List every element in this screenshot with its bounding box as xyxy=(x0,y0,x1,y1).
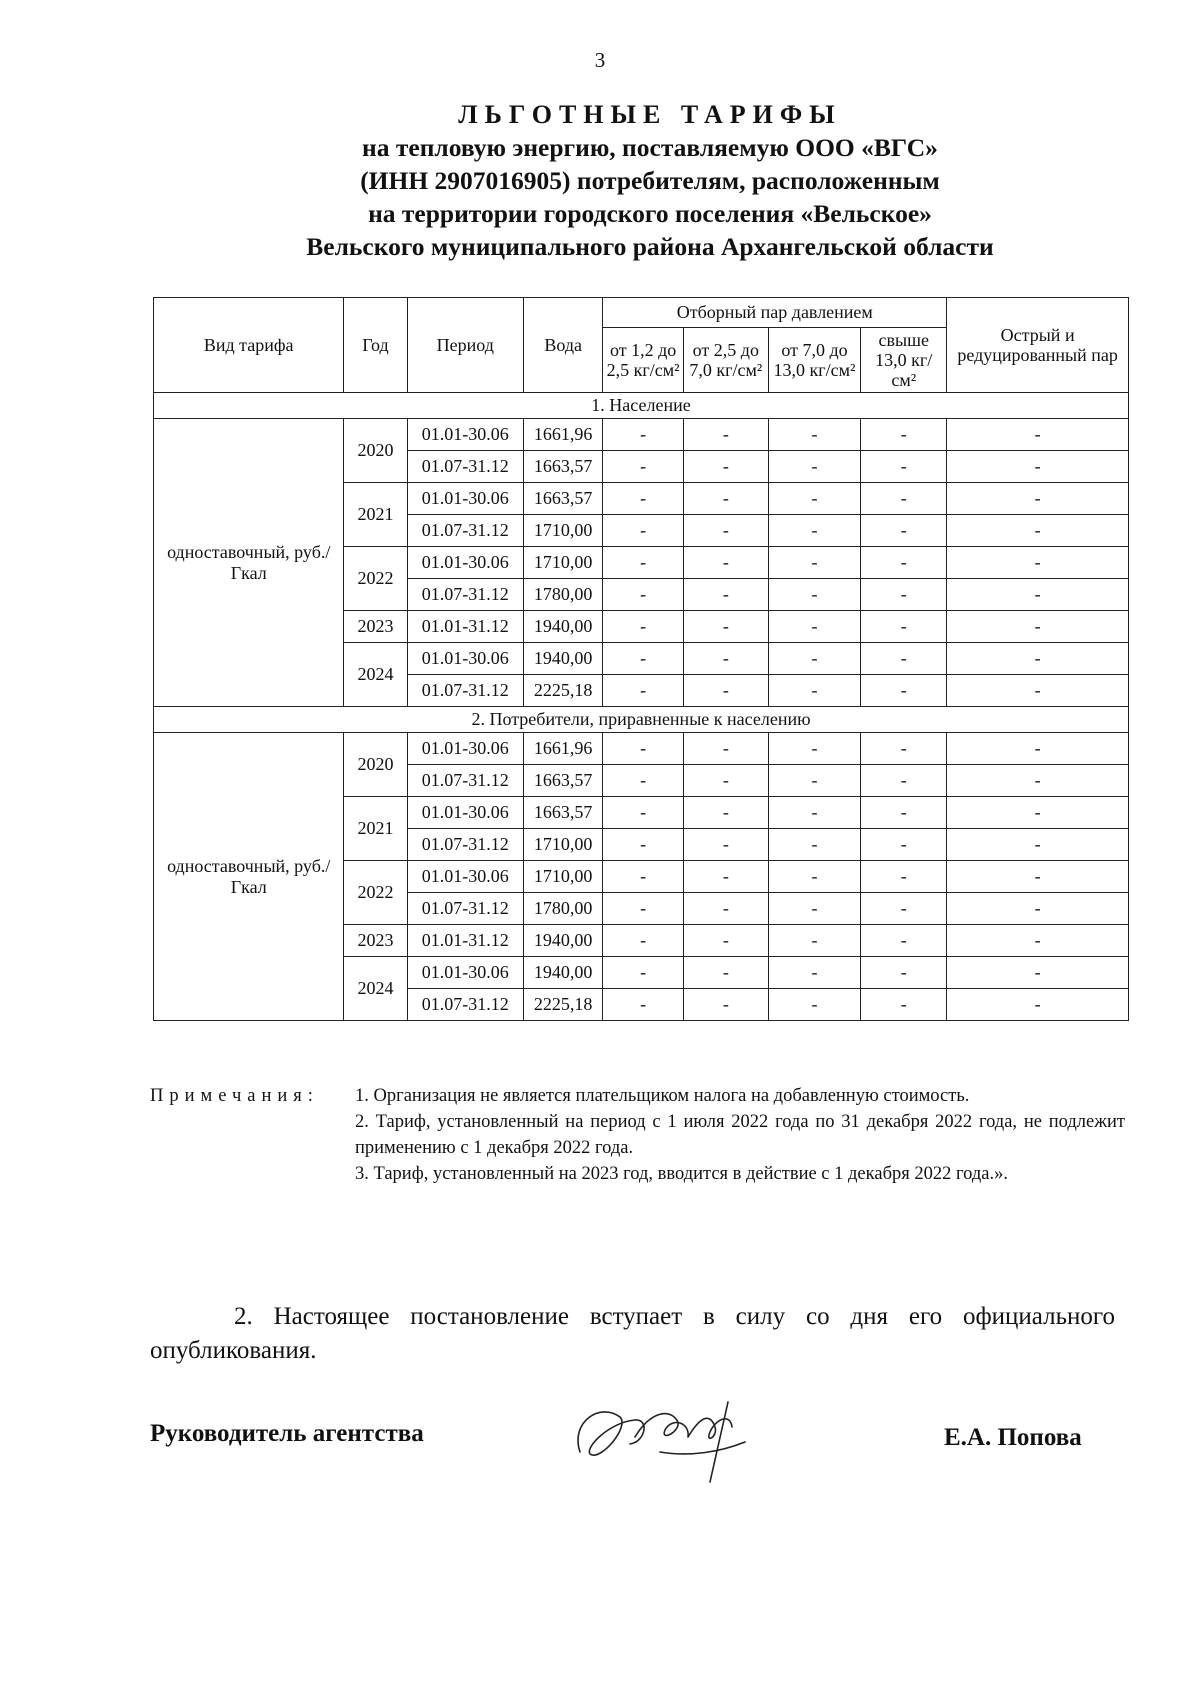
steam-3-cell: - xyxy=(768,765,860,797)
steam-3-cell: - xyxy=(768,861,860,893)
header-steam-3: от 7,0 до 13,0 кг/см² xyxy=(768,327,860,392)
title-line-3: на территории городского поселения «Вельское» xyxy=(368,199,932,228)
steam-4-cell: - xyxy=(861,547,947,579)
steam-2-cell: - xyxy=(683,515,768,547)
tariff-table xyxy=(153,297,1129,1021)
steam-2-cell: - xyxy=(683,989,768,1021)
note-item: 3. Тариф, установленный на 2023 год, вводится в действие с 1 декабря 2022 года.». xyxy=(355,1164,1008,1184)
steam-1-cell: - xyxy=(603,829,684,861)
year-cell: 2020 xyxy=(344,419,407,483)
water-cell: 1710,00 xyxy=(523,861,602,893)
steam-4-cell: - xyxy=(861,861,947,893)
handwritten-signature xyxy=(560,1382,760,1492)
steam-4-cell: - xyxy=(861,451,947,483)
sharp-steam-cell: - xyxy=(947,643,1129,675)
header-tariff-type: Вид тарифа xyxy=(154,298,344,393)
water-cell: 1940,00 xyxy=(523,643,602,675)
water-cell: 1661,96 xyxy=(523,419,602,451)
steam-3-cell: - xyxy=(768,957,860,989)
steam-2-cell: - xyxy=(683,451,768,483)
sharp-steam-cell: - xyxy=(947,733,1129,765)
water-cell: 1663,57 xyxy=(523,765,602,797)
steam-3-cell: - xyxy=(768,893,860,925)
steam-3-cell: - xyxy=(768,611,860,643)
steam-1-cell: - xyxy=(603,733,684,765)
header-steam-group: Отборный пар давлением xyxy=(603,298,947,328)
year-cell: 2021 xyxy=(344,483,407,547)
sharp-steam-cell: - xyxy=(947,451,1129,483)
sharp-steam-cell: - xyxy=(947,675,1129,707)
water-cell: 1710,00 xyxy=(523,829,602,861)
sharp-steam-cell: - xyxy=(947,579,1129,611)
steam-3-cell: - xyxy=(768,989,860,1021)
steam-3-cell: - xyxy=(768,733,860,765)
water-cell: 1663,57 xyxy=(523,797,602,829)
period-cell: 01.07-31.12 xyxy=(407,829,523,861)
steam-1-cell: - xyxy=(603,989,684,1021)
steam-2-cell: - xyxy=(683,675,768,707)
steam-3-cell: - xyxy=(768,579,860,611)
title-line-4: Вельского муниципального района Архангельской области xyxy=(306,232,994,261)
steam-2-cell: - xyxy=(683,893,768,925)
sharp-steam-cell: - xyxy=(947,797,1129,829)
steam-3-cell: - xyxy=(768,925,860,957)
sharp-steam-cell: - xyxy=(947,893,1129,925)
steam-1-cell: - xyxy=(603,579,684,611)
period-cell: 01.07-31.12 xyxy=(407,893,523,925)
header-steam-1: от 1,2 до 2,5 кг/см² xyxy=(603,327,684,392)
period-cell: 01.01-30.06 xyxy=(407,547,523,579)
steam-4-cell: - xyxy=(861,643,947,675)
steam-3-cell: - xyxy=(768,547,860,579)
steam-3-cell: - xyxy=(768,515,860,547)
clause-paragraph: 2. Настоящее постановление вступает в силу со дня его официального опубликования. xyxy=(150,1303,1115,1364)
steam-1-cell: - xyxy=(603,483,684,515)
steam-2-cell: - xyxy=(683,419,768,451)
steam-2-cell: - xyxy=(683,611,768,643)
note-item: 2. Тариф, установленный на период с 1 июля 2022 года по 31 декабря 2022 года, не подлежит применению с 1 декабря 2022 года. xyxy=(355,1112,1125,1158)
steam-2-cell: - xyxy=(683,829,768,861)
steam-3-cell: - xyxy=(768,829,860,861)
section-title: 2. Потребители, приравненные к населению xyxy=(154,707,1129,733)
steam-2-cell: - xyxy=(683,733,768,765)
steam-3-cell: - xyxy=(768,643,860,675)
sharp-steam-cell: - xyxy=(947,515,1129,547)
title-line-1: на тепловую энергию, поставляемую ООО «ВГС» xyxy=(362,133,938,162)
header-water: Вода xyxy=(523,298,602,393)
section-title: 1. Население xyxy=(154,393,1129,419)
year-cell: 2023 xyxy=(344,611,407,643)
steam-2-cell: - xyxy=(683,547,768,579)
period-cell: 01.01-31.12 xyxy=(407,611,523,643)
steam-1-cell: - xyxy=(603,893,684,925)
header-steam-2: от 2,5 до 7,0 кг/см² xyxy=(683,327,768,392)
water-cell: 1661,96 xyxy=(523,733,602,765)
water-cell: 1710,00 xyxy=(523,547,602,579)
steam-3-cell: - xyxy=(768,483,860,515)
steam-4-cell: - xyxy=(861,829,947,861)
document-title xyxy=(150,98,1150,263)
water-cell: 1663,57 xyxy=(523,483,602,515)
water-cell: 1780,00 xyxy=(523,579,602,611)
year-cell: 2024 xyxy=(344,957,407,1021)
steam-4-cell: - xyxy=(861,957,947,989)
year-cell: 2022 xyxy=(344,861,407,925)
water-cell: 1663,57 xyxy=(523,451,602,483)
water-cell: 2225,18 xyxy=(523,675,602,707)
tariff-type-cell: одноставочный, руб./Гкал xyxy=(154,733,344,1021)
steam-1-cell: - xyxy=(603,957,684,989)
sharp-steam-cell: - xyxy=(947,611,1129,643)
sharp-steam-cell: - xyxy=(947,861,1129,893)
steam-1-cell: - xyxy=(603,861,684,893)
steam-3-cell: - xyxy=(768,797,860,829)
steam-1-cell: - xyxy=(603,611,684,643)
steam-4-cell: - xyxy=(861,797,947,829)
sharp-steam-cell: - xyxy=(947,925,1129,957)
period-cell: 01.01-30.06 xyxy=(407,797,523,829)
steam-2-cell: - xyxy=(683,925,768,957)
note-item: 1. Организация не является плательщиком налога на добавленную стоимость. xyxy=(355,1086,970,1106)
steam-2-cell: - xyxy=(683,483,768,515)
steam-1-cell: - xyxy=(603,419,684,451)
steam-2-cell: - xyxy=(683,861,768,893)
steam-2-cell: - xyxy=(683,957,768,989)
water-cell: 1940,00 xyxy=(523,925,602,957)
sharp-steam-cell: - xyxy=(947,765,1129,797)
sharp-steam-cell: - xyxy=(947,989,1129,1021)
year-cell: 2023 xyxy=(344,925,407,957)
sharp-steam-cell: - xyxy=(947,957,1129,989)
year-cell: 2024 xyxy=(344,643,407,707)
steam-1-cell: - xyxy=(603,797,684,829)
page-number: 3 xyxy=(594,48,606,72)
header-year: Год xyxy=(344,298,407,393)
header-period: Период xyxy=(407,298,523,393)
steam-4-cell: - xyxy=(861,733,947,765)
steam-4-cell: - xyxy=(861,989,947,1021)
period-cell: 01.01-30.06 xyxy=(407,733,523,765)
steam-1-cell: - xyxy=(603,925,684,957)
steam-2-cell: - xyxy=(683,797,768,829)
steam-3-cell: - xyxy=(768,675,860,707)
steam-4-cell: - xyxy=(861,515,947,547)
title-line-2: (ИНН 2907016905) потребителям, расположенным xyxy=(360,166,940,195)
period-cell: 01.01-30.06 xyxy=(407,419,523,451)
year-cell: 2021 xyxy=(344,797,407,861)
signatory-position: Руководитель агентства xyxy=(150,1420,424,1447)
signatory-name: Е.А. Попова xyxy=(944,1424,1082,1451)
steam-4-cell: - xyxy=(861,483,947,515)
period-cell: 01.07-31.12 xyxy=(407,989,523,1021)
sharp-steam-cell: - xyxy=(947,829,1129,861)
water-cell: 1710,00 xyxy=(523,515,602,547)
sharp-steam-cell: - xyxy=(947,419,1129,451)
steam-2-cell: - xyxy=(683,765,768,797)
title-main: ЛЬГОТНЫЕ ТАРИФЫ xyxy=(458,100,842,129)
tariff-type-cell: одноставочный, руб./Гкал xyxy=(154,419,344,707)
table-row xyxy=(154,733,1129,765)
notes-list xyxy=(355,1083,1125,1187)
water-cell: 1940,00 xyxy=(523,611,602,643)
year-cell: 2022 xyxy=(344,547,407,611)
steam-4-cell: - xyxy=(861,579,947,611)
sharp-steam-cell: - xyxy=(947,483,1129,515)
steam-1-cell: - xyxy=(603,515,684,547)
steam-1-cell: - xyxy=(603,643,684,675)
water-cell: 1780,00 xyxy=(523,893,602,925)
water-cell: 1940,00 xyxy=(523,957,602,989)
table-body xyxy=(154,393,1129,1021)
steam-1-cell: - xyxy=(603,675,684,707)
period-cell: 01.07-31.12 xyxy=(407,451,523,483)
period-cell: 01.01-30.06 xyxy=(407,643,523,675)
table-row xyxy=(154,419,1129,451)
steam-4-cell: - xyxy=(861,925,947,957)
steam-2-cell: - xyxy=(683,579,768,611)
steam-4-cell: - xyxy=(861,765,947,797)
steam-3-cell: - xyxy=(768,451,860,483)
steam-2-cell: - xyxy=(683,643,768,675)
steam-4-cell: - xyxy=(861,419,947,451)
header-sharp-steam: Острый и редуцированный пар xyxy=(947,298,1129,393)
period-cell: 01.07-31.12 xyxy=(407,515,523,547)
steam-4-cell: - xyxy=(861,611,947,643)
steam-1-cell: - xyxy=(603,547,684,579)
period-cell: 01.07-31.12 xyxy=(407,675,523,707)
steam-4-cell: - xyxy=(861,675,947,707)
year-cell: 2020 xyxy=(344,733,407,797)
steam-4-cell: - xyxy=(861,893,947,925)
steam-3-cell: - xyxy=(768,419,860,451)
period-cell: 01.07-31.12 xyxy=(407,579,523,611)
period-cell: 01.01-30.06 xyxy=(407,861,523,893)
period-cell: 01.07-31.12 xyxy=(407,765,523,797)
sharp-steam-cell: - xyxy=(947,547,1129,579)
header-steam-4: свыше 13,0 кг/см² xyxy=(861,327,947,392)
period-cell: 01.01-30.06 xyxy=(407,483,523,515)
period-cell: 01.01-31.12 xyxy=(407,925,523,957)
water-cell: 2225,18 xyxy=(523,989,602,1021)
period-cell: 01.01-30.06 xyxy=(407,957,523,989)
steam-1-cell: - xyxy=(603,451,684,483)
steam-1-cell: - xyxy=(603,765,684,797)
notes-label: Примечания: xyxy=(150,1086,319,1106)
